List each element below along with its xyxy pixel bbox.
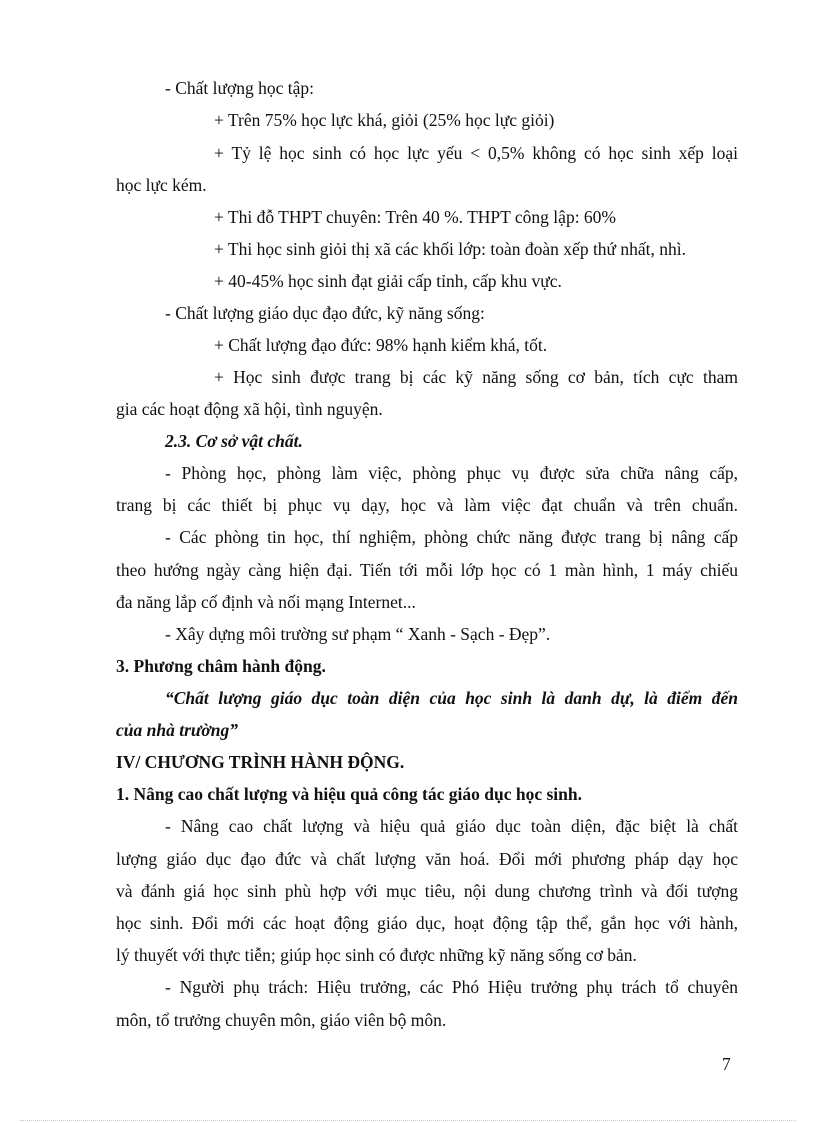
text-line: + Học sinh được trang bị các kỹ năng sống cơ bản, tích cực tham	[214, 367, 738, 387]
text-line: đa năng lắp cố định và nối mạng Internet...	[116, 592, 416, 612]
text-line: lý thuyết với thực tiễn; giúp học sinh có được những kỹ năng sống cơ bản.	[116, 945, 637, 965]
text-line: học sinh. Đổi mới các hoạt động giáo dục, hoạt động tập thể, gắn học với hành,	[116, 913, 738, 933]
text-line: học lực kém.	[116, 175, 207, 195]
text-line: trang bị các thiết bị phục vụ dạy, học và làm việc đạt chuẩn và trên chuẩn.	[116, 495, 738, 515]
page-number: 7	[722, 1054, 731, 1074]
text-line: + Tỷ lệ học sinh có học lực yếu < 0,5% không có học sinh xếp loại	[214, 143, 738, 163]
text-line: + Trên 75% học lực khá, giỏi (25% học lực giỏi)	[214, 110, 555, 130]
text-line: môn, tổ trưởng chuyên môn, giáo viên bộ môn.	[116, 1010, 447, 1030]
text-line: - Chất lượng giáo dục đạo đức, kỹ năng sống:	[165, 303, 485, 323]
text-line: - Nâng cao chất lượng và hiệu quả giáo dục toàn diện, đặc biệt là chất	[165, 816, 738, 836]
section-heading: 1. Nâng cao chất lượng và hiệu quả công tác giáo dục học sinh.	[116, 784, 583, 804]
text-line: gia các hoạt động xã hội, tình nguyện.	[116, 399, 383, 419]
text-line: lượng giáo dục đạo đức và chất lượng văn hoá. Đổi mới phương pháp dạy học	[116, 849, 738, 869]
text-line: theo hướng ngày càng hiện đại. Tiến tới mỗi lớp học có 1 màn hình, 1 máy chiếu	[116, 560, 738, 580]
section-heading: 3. Phương châm hành động.	[116, 656, 326, 676]
text-line: + Chất lượng đạo đức: 98% hạnh kiểm khá, tốt.	[214, 335, 548, 355]
text-line: + 40-45% học sinh đạt giải cấp tỉnh, cấp khu vực.	[214, 271, 562, 291]
text-line: - Phòng học, phòng làm việc, phòng phục vụ được sửa chữa nâng cấp,	[165, 463, 738, 483]
motto-line: của nhà trường”	[116, 720, 238, 740]
chapter-heading: IV/ CHƯƠNG TRÌNH HÀNH ĐỘNG.	[116, 752, 405, 772]
text-line: + Thi học sinh giỏi thị xã các khối lớp: toàn đoàn xếp thứ nhất, nhì.	[214, 239, 687, 259]
text-line: - Người phụ trách: Hiệu trưởng, các Phó Hiệu trưởng phụ trách tổ chuyên	[165, 977, 738, 997]
page-bottom-divider	[20, 1120, 796, 1121]
text-line: + Thi đỗ THPT chuyên: Trên 40 %. THPT công lập: 60%	[214, 207, 617, 227]
text-line: - Chất lượng học tập:	[165, 78, 314, 98]
text-line: và đánh giá học sinh phù hợp với mục tiêu, nội dung chương trình và đối tượng	[116, 881, 738, 901]
text-line: - Xây dựng môi trường sư phạm “ Xanh - Sạch - Đẹp”.	[165, 624, 551, 644]
section-heading: 2.3. Cơ sở vật chất.	[165, 431, 303, 451]
text-line: - Các phòng tin học, thí nghiệm, phòng chức năng được trang bị nâng cấp	[165, 527, 738, 547]
motto-line: “Chất lượng giáo dục toàn diện của học sinh là danh dự, là điểm đến	[165, 688, 738, 708]
